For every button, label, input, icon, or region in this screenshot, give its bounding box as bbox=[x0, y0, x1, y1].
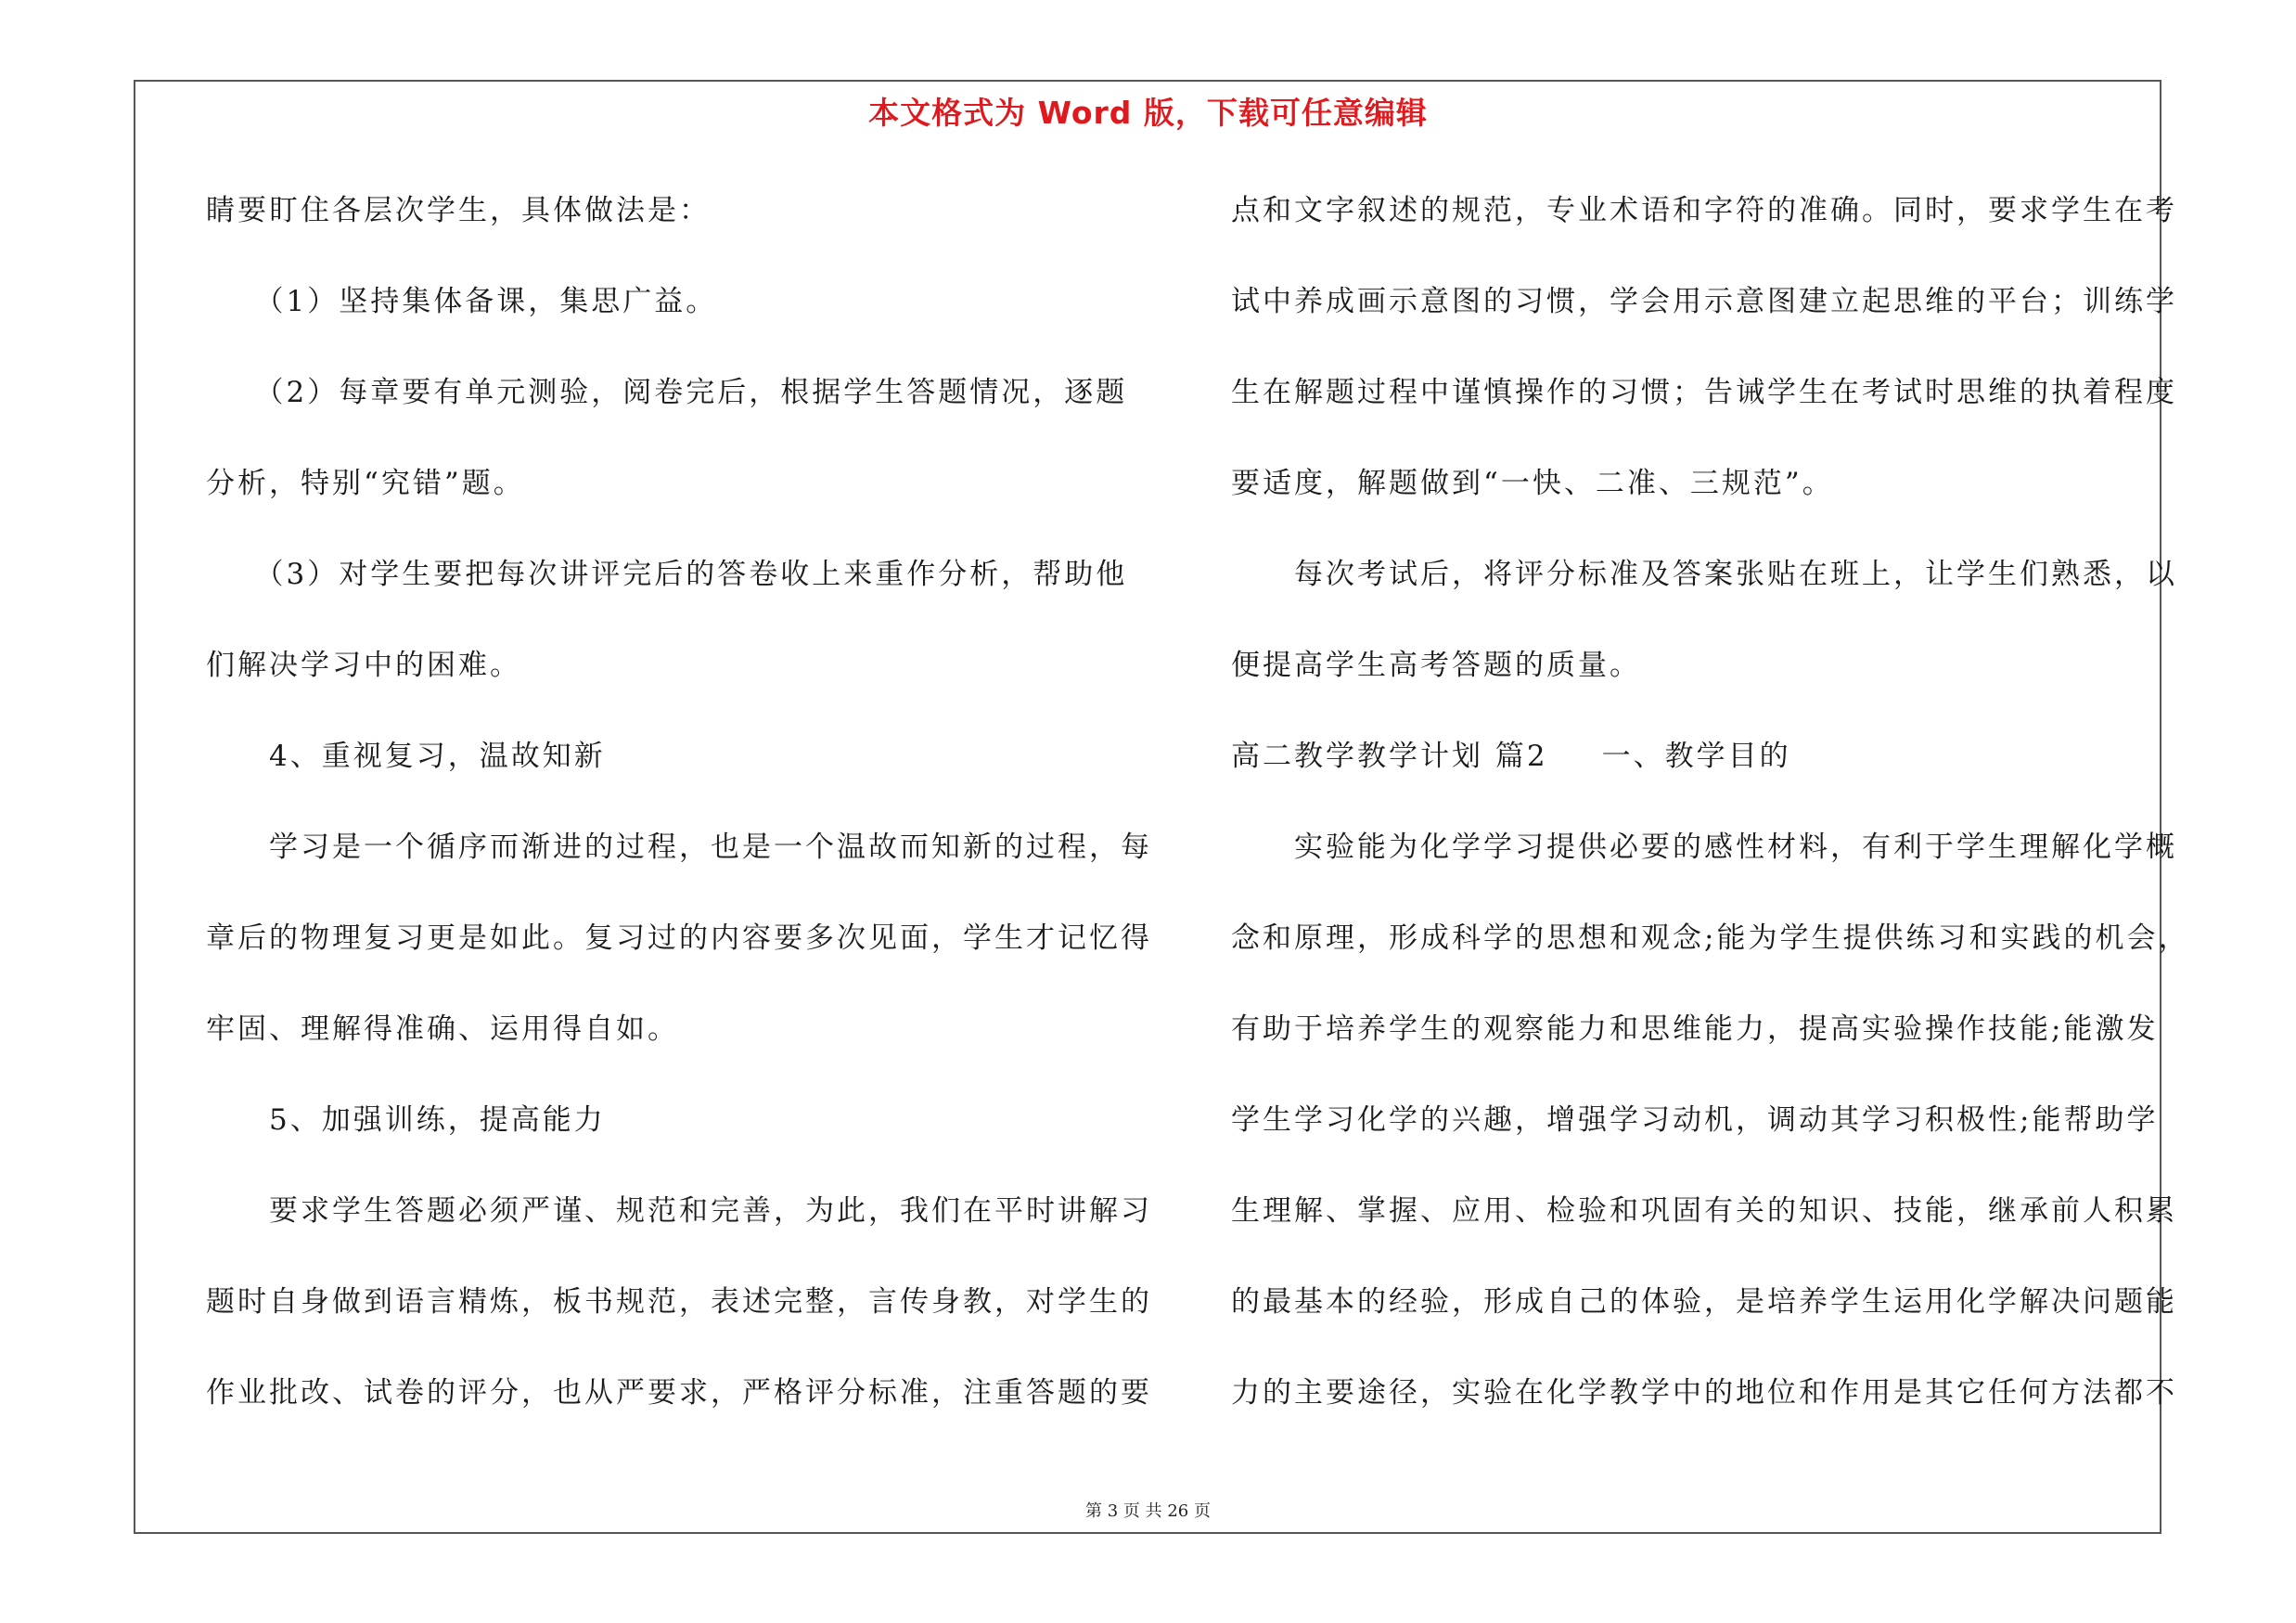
section-heading: 5、加强训练，提高能力 bbox=[206, 1103, 606, 1137]
body-line: 念和原理，形成科学的思想和观念;能为学生提供练习和实践的机会， bbox=[1231, 921, 2190, 955]
body-line: 学习是一个循序而渐进的过程，也是一个温故而知新的过程，每 bbox=[206, 831, 1152, 864]
body-line: 每次考试后，将评分标准及答案张贴在班上，让学生们熟悉，以 bbox=[1231, 558, 2177, 591]
body-line: 要适度，解题做到“一快、二准、三规范”。 bbox=[1231, 467, 1834, 500]
body-line: 们解决学习中的困难。 bbox=[206, 649, 521, 682]
body-line: 学生学习化学的兴趣，增强学习动机，调动其学习积极性;能帮助学 bbox=[1231, 1103, 2159, 1137]
body-line: 有助于培养学生的观察能力和思维能力，提高实验操作技能;能激发 bbox=[1231, 1012, 2159, 1046]
body-line: 睛要盯住各层次学生，具体做法是： bbox=[206, 194, 711, 227]
left-column bbox=[206, 186, 1152, 1459]
page-number: 第 3 页 共 26 页 bbox=[1085, 1501, 1211, 1521]
body-line: 的最基本的经验，形成自己的体验，是培养学生运用化学解决问题能 bbox=[1231, 1285, 2177, 1319]
plan-heading-line bbox=[1231, 731, 2168, 822]
body-line: 试中养成画示意图的习惯，学会用示意图建立起思维的平台；训练学 bbox=[1231, 285, 2177, 318]
list-item: （1）坚持集体备课，集思广益。 bbox=[206, 285, 718, 318]
body-line: 牢固、理解得准确、运用得自如。 bbox=[206, 1012, 679, 1046]
section-title: 一、教学目的 bbox=[1601, 740, 1791, 773]
right-column bbox=[1231, 186, 2190, 1459]
section-heading: 4、重视复习，温故知新 bbox=[206, 740, 606, 773]
body-line: 分析，特别“究错”题。 bbox=[206, 467, 525, 500]
body-line: 要求学生答题必须严谨、规范和完善，为此，我们在平时讲解习 bbox=[206, 1194, 1152, 1228]
word-format-banner: 本文格式为 Word 版，下载可任意编辑 bbox=[868, 95, 1428, 131]
list-item: （3）对学生要把每次讲评完后的答卷收上来重作分析，帮助他 bbox=[206, 558, 1128, 591]
body-line: 点和文字叙述的规范，专业术语和字符的准确。同时，要求学生在考 bbox=[1231, 194, 2177, 227]
list-item: （2）每章要有单元测验，阅卷完后，根据学生答题情况，逐题 bbox=[206, 376, 1128, 409]
body-line: 生理解、掌握、应用、检验和巩固有关的知识、技能，继承前人积累 bbox=[1231, 1194, 2177, 1228]
body-line: 便提高学生高考答题的质量。 bbox=[1231, 649, 1641, 682]
body-line: 章后的物理复习更是如此。复习过的内容要多次见面，学生才记忆得 bbox=[206, 921, 1152, 955]
body-line: 作业批改、试卷的评分，也从严要求，严格评分标准，注重答题的要 bbox=[206, 1376, 1152, 1410]
body-line: 生在解题过程中谨慎操作的习惯；告诫学生在考试时思维的执着程度 bbox=[1231, 376, 2177, 409]
body-line: 实验能为化学学习提供必要的感性材料，有利于学生理解化学概 bbox=[1231, 831, 2177, 864]
body-line: 题时自身做到语言精炼，板书规范，表述完整，言传身教，对学生的 bbox=[206, 1285, 1152, 1319]
body-line: 力的主要途径，实验在化学教学中的地位和作用是其它任何方法都不 bbox=[1231, 1376, 2177, 1410]
plan-title: 高二教学教学计划 篇2 bbox=[1231, 740, 1548, 773]
